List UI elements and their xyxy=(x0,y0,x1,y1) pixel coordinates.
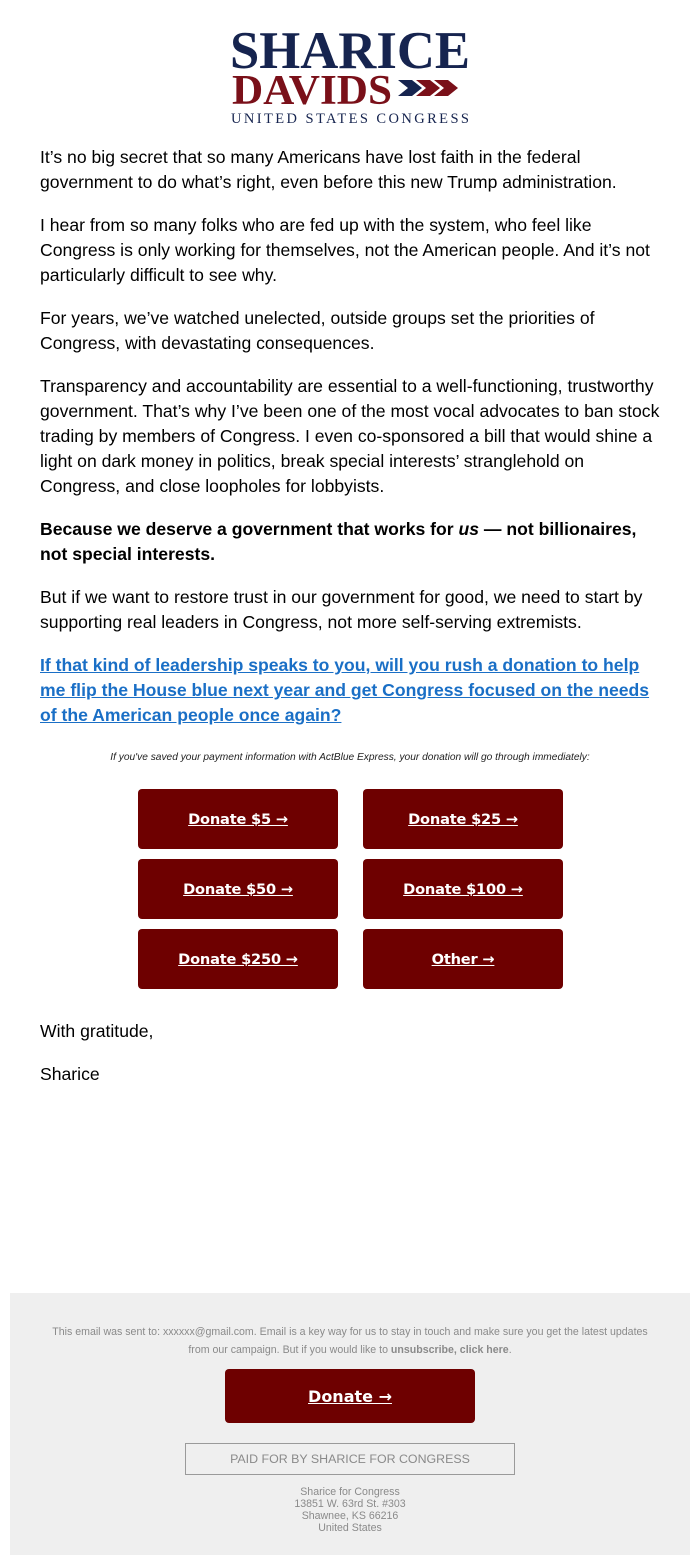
signature: Sharice xyxy=(40,1064,100,1084)
footer-period: . xyxy=(508,1344,512,1356)
bold-paragraph-emphasis: us xyxy=(458,519,480,539)
address-line-street: 13851 W. 63rd St. #303 xyxy=(294,1498,406,1510)
logo-graphic xyxy=(220,22,480,132)
donate-5-button[interactable]: Donate $5 → xyxy=(138,789,338,849)
paid-for-disclaimer: PAID FOR BY SHARICE FOR CONGRESS xyxy=(185,1443,515,1475)
logo-name-first: SHARICE xyxy=(230,22,470,80)
recipient-email: xxxxxx@gmail.com xyxy=(162,1326,254,1338)
donate-other-button[interactable]: Other → xyxy=(363,929,563,989)
paragraph-1: It’s no big secret that so many Americans have lost faith in the federal government to do what’s right, even before this new Trump administration. xyxy=(40,147,617,192)
donation-cta-link[interactable]: If that kind of leadership speaks to you, will you rush a donation to help me flip the House blue next year and get Congress focused on the needs of the American people once again? xyxy=(40,655,650,725)
actblue-express-note: If you've saved your payment information with ActBlue Express, your donation will go through immediately: xyxy=(110,752,590,763)
paragraph-3: For years, we’ve watched unelected, outside groups set the priorities of Congress, with devastating consequences. xyxy=(40,308,595,353)
donate-25-button[interactable]: Donate $25 → xyxy=(363,789,563,849)
donate-100-button[interactable]: Donate $100 → xyxy=(363,859,563,919)
campaign-logo xyxy=(0,22,700,132)
paragraph-4: Transparency and accountability are essential to a well-functioning, trustworthy government. That’s why I’ve been one of the most vocal advocates to ban stock trading by members of Congress. I even co-sponsored a bill that would shine a light on dark money in politics, break special interests’ stranglehold on Congress, and close loopholes for lobbyists. xyxy=(40,376,660,496)
donate-250-button[interactable]: Donate $250 → xyxy=(138,929,338,989)
address-line-country: United States xyxy=(318,1522,382,1534)
unsubscribe-link[interactable]: unsubscribe, click here xyxy=(390,1344,509,1356)
footer-disclaimer xyxy=(50,1323,650,1359)
address-line-city: Shawnee, KS 66216 xyxy=(301,1510,399,1522)
logo-tagline: UNITED STATES CONGRESS xyxy=(231,111,469,127)
paragraph-5: But if we want to restore trust in our government for good, we need to start by supporting real leaders in Congress, not more self-serving extremists. xyxy=(40,587,643,632)
donate-50-button[interactable]: Donate $50 → xyxy=(138,859,338,919)
sent-to-prefix: This email was sent to: xyxy=(52,1326,163,1338)
sent-to-suffix: . Email is a key way for us to stay in touch and make sure you get the latest updates from our campaign. But if you would like to xyxy=(188,1326,648,1356)
arrow-icon xyxy=(398,80,458,96)
mailing-address xyxy=(10,1486,690,1534)
address-line-org: Sharice for Congress xyxy=(300,1486,400,1498)
signoff: With gratitude, xyxy=(40,1021,154,1041)
bold-paragraph-end: — not billionaires, not special interests. xyxy=(40,519,637,564)
bold-paragraph xyxy=(40,517,662,567)
email-body xyxy=(40,145,662,1087)
bold-paragraph-start: Because we deserve a government that works for xyxy=(40,519,459,539)
email-footer xyxy=(10,1293,690,1555)
paragraph-2: I hear from so many folks who are fed up with the system, who feel like Congress is only working for themselves, not the American people. And it’s not particularly difficult to see why. xyxy=(40,215,650,285)
donate-button-grid xyxy=(40,789,662,999)
logo-name-last: DAVIDS xyxy=(232,68,392,114)
footer-donate-button[interactable]: Donate → xyxy=(225,1369,475,1423)
